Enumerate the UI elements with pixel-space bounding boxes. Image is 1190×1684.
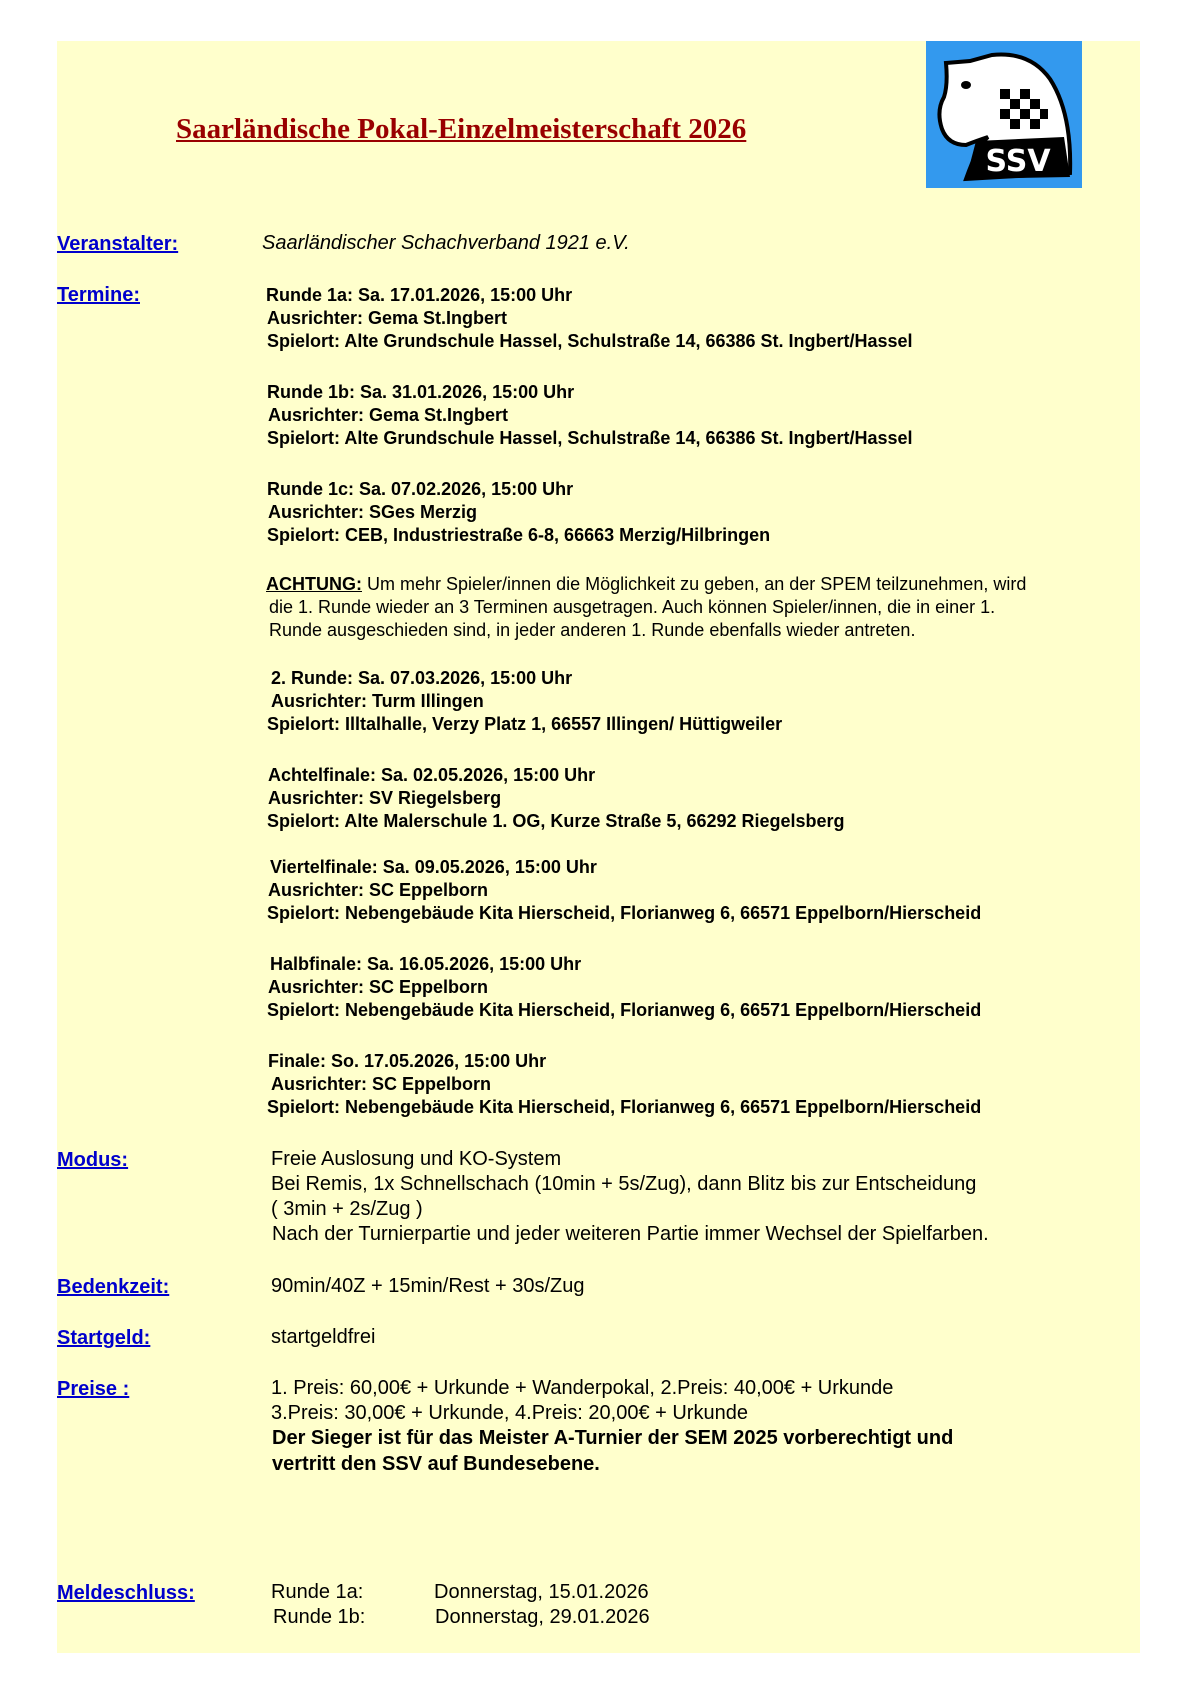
finale-heading: Finale: So. 17.05.2026, 15:00 Uhr: [268, 1051, 547, 1071]
startgeld-label: Startgeld:: [57, 1327, 151, 1349]
halbfinale-heading: Halbfinale: Sa. 16.05.2026, 15:00 Uhr: [270, 954, 582, 974]
halbfinale-ausrichter: Ausrichter: SC Eppelborn: [268, 977, 489, 997]
meldeschluss-date-1a: Donnerstag, 15.01.2026: [434, 1581, 649, 1603]
round-2-ausrichter: Ausrichter: Turm Illingen: [271, 691, 484, 711]
bedenkzeit-value: 90min/40Z + 15min/Rest + 30s/Zug: [271, 1275, 585, 1297]
meldeschluss-date-1b: Donnerstag, 29.01.2026: [435, 1606, 650, 1628]
modus-line3: ( 3min + 2s/Zug ): [271, 1198, 423, 1220]
round-1b-spielort: Spielort: Alte Grundschule Hassel, Schulstraße 14, 66386 St. Ingbert/Hassel: [267, 428, 913, 448]
meldeschluss-label: Meldeschluss:: [57, 1582, 195, 1604]
viertelfinale-spielort: Spielort: Nebengebäude Kita Hierscheid, Florianweg 6, 66571 Eppelborn/Hierscheid: [267, 903, 982, 923]
round-1c-spielort: Spielort: CEB, Industriestraße 6-8, 66663 Merzig/Hilbringen: [267, 525, 771, 545]
halbfinale-spielort: Spielort: Nebengebäude Kita Hierscheid, Florianweg 6, 66571 Eppelborn/Hierscheid: [267, 1000, 982, 1020]
achtung-line2: die 1. Runde wieder an 3 Terminen ausgetragen. Auch können Spieler/innen, die in einer 1.: [269, 597, 996, 617]
achtelfinale-heading: Achtelfinale: Sa. 02.05.2026, 15:00 Uhr: [268, 765, 596, 785]
preise-bold1: Der Sieger ist für das Meister A-Turnier der SEM 2025 vorberechtigt und: [272, 1427, 954, 1449]
preise-bold2: vertritt den SSV auf Bundesebene.: [272, 1453, 600, 1475]
round-1a-heading: Runde 1a: Sa. 17.01.2026, 15:00 Uhr: [266, 285, 573, 305]
veranstalter-value: Saarländischer Schachverband 1921 e.V.: [262, 232, 630, 254]
veranstalter-label: Veranstalter:: [57, 233, 179, 255]
modus-line1: Freie Auslosung und KO-System: [271, 1148, 562, 1170]
preise-line1: 1. Preis: 60,00€ + Urkunde + Wanderpokal, 2.Preis: 40,00€ + Urkunde: [271, 1377, 894, 1399]
finale-ausrichter: Ausrichter: SC Eppelborn: [271, 1074, 492, 1094]
achtung-line1: ACHTUNG: Um mehr Spieler/innen die Möglichkeit zu geben, an der SPEM teilzunehmen, wird: [266, 574, 1027, 594]
finale-spielort: Spielort: Nebengebäude Kita Hierscheid, Florianweg 6, 66571 Eppelborn/Hierscheid: [267, 1097, 982, 1117]
round-1b-heading: Runde 1b: Sa. 31.01.2026, 15:00 Uhr: [267, 382, 575, 402]
viertelfinale-ausrichter: Ausrichter: SC Eppelborn: [268, 880, 489, 900]
ssv-logo: [926, 41, 1082, 188]
round-1c-ausrichter: Ausrichter: SGes Merzig: [268, 502, 478, 522]
achtung-label: ACHTUNG:: [266, 574, 362, 594]
achtelfinale-ausrichter: Ausrichter: SV Riegelsberg: [268, 788, 502, 808]
achtelfinale-spielort: Spielort: Alte Malerschule 1. OG, Kurze Straße 5, 66292 Riegelsberg: [267, 811, 845, 831]
modus-line4: Nach der Turnierpartie und jeder weiteren Partie immer Wechsel der Spielfarben.: [272, 1223, 989, 1245]
preise-label: Preise :: [57, 1378, 130, 1400]
modus-line2: Bei Remis, 1x Schnellschach (10min + 5s/Zug), dann Blitz bis zur Entscheidung: [271, 1173, 977, 1195]
round-1c-heading: Runde 1c: Sa. 07.02.2026, 15:00 Uhr: [267, 479, 574, 499]
svg-text:SSV: SSV: [985, 144, 1051, 179]
round-1b-ausrichter: Ausrichter: Gema St.Ingbert: [268, 405, 509, 425]
modus-label: Modus:: [57, 1149, 129, 1171]
round-1a-ausrichter: Ausrichter: Gema St.Ingbert: [267, 308, 508, 328]
page-title: Saarländische Pokal-Einzelmeisterschaft 2026: [176, 113, 747, 145]
preise-line2: 3.Preis: 30,00€ + Urkunde, 4.Preis: 20,00€ + Urkunde: [271, 1402, 748, 1424]
meldeschluss-round-1b: Runde 1b:: [273, 1606, 366, 1628]
bedenkzeit-label: Bedenkzeit:: [57, 1276, 170, 1298]
meldeschluss-round-1a: Runde 1a:: [271, 1581, 364, 1603]
round-1a-spielort: Spielort: Alte Grundschule Hassel, Schulstraße 14, 66386 St. Ingbert/Hassel: [267, 331, 913, 351]
achtung-line3: Runde ausgeschieden sind, in jeder anderen 1. Runde ebenfalls wieder antreten.: [269, 620, 916, 640]
startgeld-value: startgeldfrei: [271, 1326, 376, 1348]
termine-label: Termine:: [57, 284, 140, 306]
round-2-spielort: Spielort: Illtalhalle, Verzy Platz 1, 66557 Illingen/ Hüttigweiler: [267, 714, 783, 734]
viertelfinale-heading: Viertelfinale: Sa. 09.05.2026, 15:00 Uhr: [270, 857, 597, 877]
round-2-heading: 2. Runde: Sa. 07.03.2026, 15:00 Uhr: [271, 668, 573, 688]
